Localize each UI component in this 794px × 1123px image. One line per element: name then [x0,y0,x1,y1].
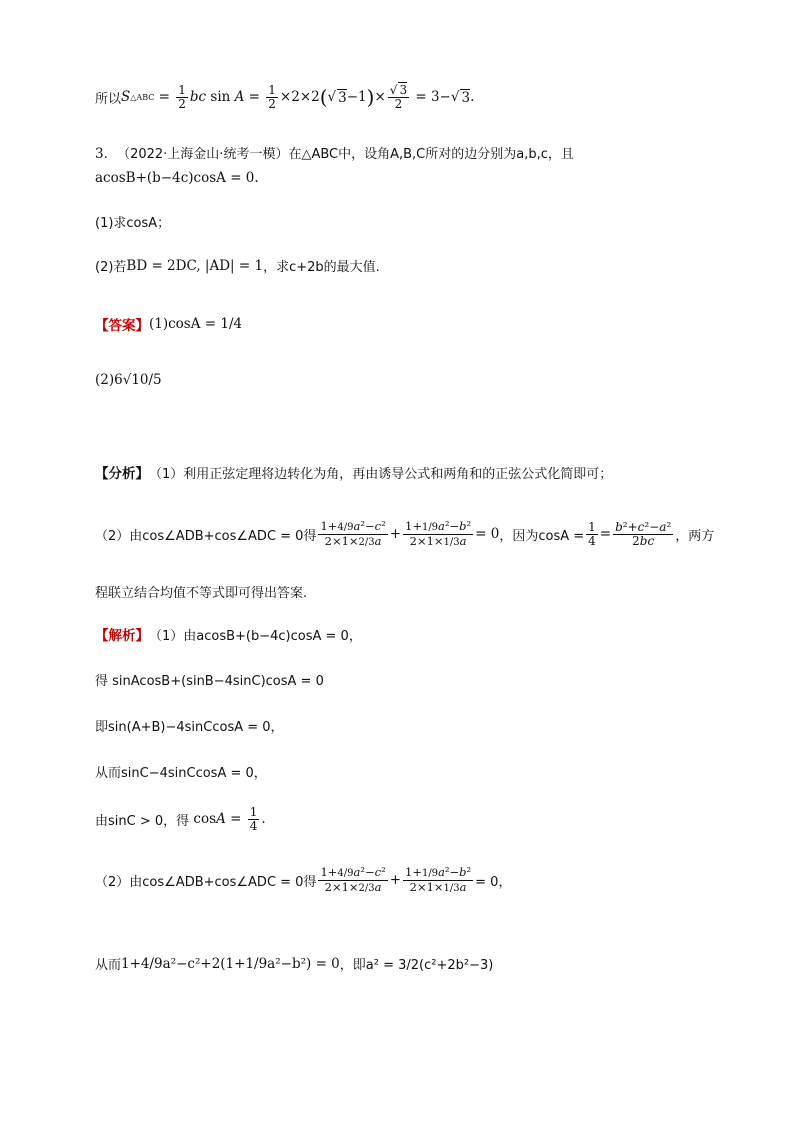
solution-step-3: 即sin(A+B)−4sinCcosA = 0， [95,720,284,735]
answer-tag: 【答案】 [95,318,149,334]
analysis-line-3 [95,582,307,601]
solution-step-2: 得 sinAcosB+(sinB−4sinC)cosA = 0 [95,674,324,689]
analysis-text-2-mid: ，因为cosA = [499,528,585,544]
area-formula-line [95,84,474,110]
answer-line-1 [95,314,242,334]
solution-step-7-prefix: 从而 [95,958,122,973]
question-1 [95,212,170,231]
solution-line-5: 由sinC > 0，得 cos A = $\frac{1}{4}$ . [95,805,266,833]
solution-line-3 [95,716,284,735]
fraction-adb: $\frac{\text{1+4/9a²−c²}}{2\times 1\times 2/3a}$ [320,519,386,548]
solution-step-4: 从而sinC−4sinCcosA = 0， [95,766,267,781]
question-2-suffix: ，求c+2b的最大值. [263,260,380,275]
analysis-text-2-suffix: ，两方 [675,528,715,544]
analysis-text-2-prefix: （2）由cos∠ADB+cos∠ADC = 0得 [95,528,317,544]
fraction-cos-a: $\frac{1}{4}$ [249,805,258,833]
solution-step-7-suffix: ，即a² = 3/2(c²+2b²−3) [339,958,494,973]
solution-step-1: （1）由acosB+(b−4c)cosA = 0， [149,628,362,644]
question-1-text: (1)求cosA； [95,216,171,231]
solution-line-4 [95,762,267,781]
solution-line-6: （2）由cos∠ADB+cos∠ADC = 0得 $\frac{\text{1+4/9a²−c²}}{2\times 1\times 2/3a}$ + $\frac{\text{1+1/9a²−b²}}{2\times 1\times 1/3a}$ = 0， [95,865,512,894]
analysis-line-1 [95,462,612,482]
problem-stem-b [95,170,259,186]
problem-source: （2022·上海金山·统考一模） [117,146,289,162]
question-2-prefix: (2)若 [95,260,127,275]
problem-header [95,142,574,162]
question-2 [95,256,380,275]
answer-1: (1)cosA = 1/4 [149,316,243,332]
fraction-adc: $\frac{\text{1+1/9a²−b²}}{2\times 1\times 1/3a}$ [405,519,472,548]
fraction-one-quarter: $\frac{1}{4}$ [588,519,596,548]
solution-step-6-suffix: = 0， [475,874,512,890]
area-prefix: 所以 [95,91,122,107]
problem-number: 3． [95,146,118,162]
solution-step-5-prefix: 由sinC > 0，得 [95,813,190,829]
problem-condition: acosB+(b−4c)cosA = 0. [95,170,259,186]
area-formula: S △ABC = $\frac{1}{2}$ bc sin A = $\frac{1}{2}$ ×2×2 ( √ 3 −1 ) × $\frac{√ 3}{2}$ = 3−√ 3 . [121,83,475,111]
problem-stem-a: 在△ABC中，设角A,B,C所对的边分别为a,b,c，且 [288,146,574,162]
question-2-formula: BD = 2DC, |AD| = 1 [126,257,264,274]
solution-step-6-prefix: （2）由cos∠ADB+cos∠ADC = 0得 [95,874,317,890]
analysis-text-3: 程联立结合均值不等式即可得出答案. [95,586,308,601]
analysis-tag: 【分析】 [95,466,149,482]
answer-line-2 [95,372,162,388]
solution-line-2 [95,670,324,689]
solution-line-7 [95,954,493,973]
fraction-adb-2: $\frac{\text{1+4/9a²−c²}}{2\times 1\times 2/3a}$ [320,865,386,894]
fraction-adc-2: $\frac{\text{1+1/9a²−b²}}{2\times 1\times 1/3a}$ [405,865,472,894]
solution-tag: 【解析】 [95,628,149,644]
solution-step-7-formula: 1+4/9a²−c²+2(1+1/9a²−b²) = 0 [121,955,340,972]
fraction-cosine-law: $\frac{\text{b²+c²−a²}}{2bc}$ [615,519,672,548]
answer-2: (2)6√10/5 [95,372,162,388]
analysis-text-1: （1）利用正弦定理将边转化为角，再由诱导公式和两角和的正弦公式化简即可； [149,466,613,482]
solution-line-1 [95,624,362,644]
analysis-line-2: （2）由cos∠ADB+cos∠ADC = 0得 $\frac{\text{1+4/9a²−c²}}{2\times 1\times 2/3a}$ + $\frac{\text{1+1/9a²−b²}}{2\times 1\times 1/3a}$ = 0 ，因为cosA = $\frac{1}{4}$ = $\frac{\text{b²+c²−a²}}{2bc}$ ，两方 [95,519,715,548]
